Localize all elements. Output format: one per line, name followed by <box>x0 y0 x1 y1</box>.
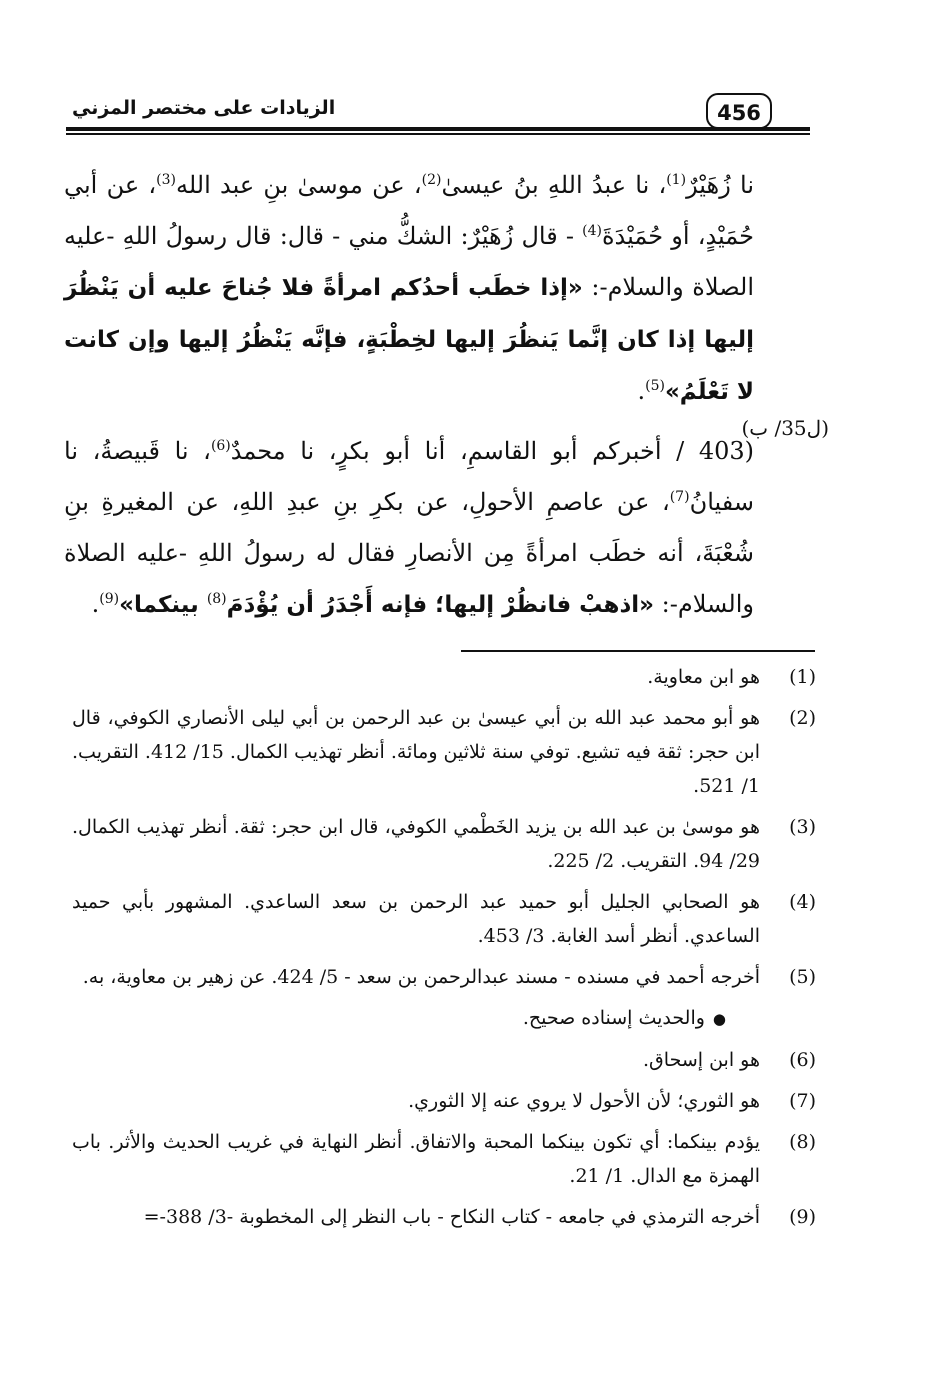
paragraph-1 <box>64 160 754 418</box>
footnote-number: (3) <box>789 816 816 838</box>
footnotes <box>72 660 816 1241</box>
footnote-number: (5) <box>789 966 816 988</box>
footnote-text: أخرجه أحمد في مسنده - مسند عبدالرحمن بن سعد - 5/ 424. عن زهير بن معاوية، به. <box>82 966 760 988</box>
footnote-ref[interactable]: (5) <box>645 378 665 394</box>
main-text <box>64 160 754 631</box>
hadith-quote: «إذا خطَب أحدُكم امرأةً فلا جُناحَ عليه أن يَنْظُرَ إليها إذا كان إنَّما يَنظُرَ إليها لخِطْبَةٍ، فإنَّه يَنْظُرُ إليها وإن كانت لا تَعْلَمُ» <box>64 275 754 405</box>
footnote-number: (1) <box>789 666 816 688</box>
text-run: ، عن أبي حُمَيْدٍ، أو حُمَيْدَةَ <box>64 171 754 250</box>
footnote-number: (8) <box>789 1131 816 1153</box>
footnote-item <box>72 810 816 878</box>
footnote-item <box>72 885 816 953</box>
folio-reference: (ل35/ ب) <box>741 416 829 440</box>
footnote-number: (2) <box>789 707 816 729</box>
footnote-text: هو ابن إسحاق. <box>643 1049 760 1071</box>
hadith-quote: بينكما» <box>119 592 207 618</box>
text-run: ، عن عاصمِ الأحولِ، عن بكرِ بنِ عبدِ اللهِ، عن المغيرةِ بنِ شُعْبَةَ، أنه خطَب امرأةً مِن الأنصارِ فقال له رسولُ اللهِ -عليه الصلاة والسلام-: <box>64 488 754 618</box>
footnote-item <box>72 1084 816 1118</box>
bullet-icon: ● <box>712 1010 726 1028</box>
footnote-item <box>72 701 816 803</box>
footnote-note <box>72 1001 816 1036</box>
footnote-ref[interactable]: (6) <box>210 438 231 454</box>
footnote-text: يؤدم بينكما: أي تكون بينكما المحبة والاتفاق. أنظر النهاية في غريب الحديث والأثر. باب الهمزة مع الدال. 1/ 21. <box>72 1131 760 1187</box>
footnote-ref[interactable]: (8) <box>206 591 227 607</box>
manuscript-folio-marker <box>741 416 829 440</box>
running-title: الزيادات على مختصر المزني <box>66 97 341 119</box>
footnote-text: هو الثوري؛ لأن الأحول لا يروي عنه إلا الثوري. <box>408 1090 760 1112</box>
text-run: ، نا عبدُ اللهِ بنُ عيسىٰ <box>441 171 667 199</box>
footnote-number: (4) <box>789 891 816 913</box>
text-run: أخبركم أبو القاسمِ، أنا أبو بكرٍ، نا محمدٌ <box>230 437 662 465</box>
footnote-number: (7) <box>789 1090 816 1112</box>
header-rule-thick <box>66 127 810 131</box>
footnote-text: أخرجه الترمذي في جامعه - كتاب النكاح - باب النظر إلى المخطوبة -3/ 388-= <box>143 1206 760 1228</box>
footnote-text: هو الصحابي الجليل أبو حميد عبد الرحمن بن سعد الساعدي. المشهور بأبي حميد الساعدي. أنظر أسد الغابة. 3/ 453. <box>72 891 760 947</box>
footnote-ref[interactable]: (7) <box>669 489 690 505</box>
text-run: ، نا قَبيصةُ، نا سفيانُ <box>64 437 754 516</box>
text-run: . <box>637 377 646 405</box>
footnote-text: هو موسىٰ بن عبد الله بن يزيد الخَطْمي الكوفي، قال ابن حجر: ثقة. أنظر تهذيب الكمال. 29/ 94. التقريب. 2/ 225. <box>72 816 760 872</box>
text-run: ، عن موسىٰ بنِ عبد الله <box>175 171 422 199</box>
footnote-item <box>72 1043 816 1077</box>
footnote-text: هو ابن معاوية. <box>647 666 760 688</box>
footnote-item <box>72 1125 816 1193</box>
footnote-ref[interactable]: (4) <box>582 223 602 239</box>
header-rule-thin <box>66 133 810 135</box>
page-header <box>66 93 810 135</box>
folio-slash: / <box>661 437 699 465</box>
footnote-text: والحديث إسناده صحيح. <box>522 1007 705 1029</box>
footnote-ref[interactable]: (1) <box>666 172 687 188</box>
footnote-text: هو أبو محمد عبد الله بن أبي عيسىٰ بن عبد الرحمن بن أبي ليلى الأنصاري الكوفي، قال ابن حجر: ثقة فيه تشيع. توفي سنة ثلاثين ومائة. أنظر تهذيب الكمال. 15/ 412. التقريب. 1/ 521. <box>72 707 760 797</box>
footnote-ref[interactable]: (3) <box>156 172 176 188</box>
footnote-item <box>72 960 816 994</box>
text-run: - قال زُهَيْرٌ: الشكُّ مني - قال: قال رسولُ اللهِ -عليه الصلاة والسلام-: <box>64 222 754 301</box>
footnote-number: (9) <box>789 1206 816 1228</box>
hadith-quote: «اذهبْ فانظُرْ إليها؛ فإنه أَجْدَرُ أن يُؤْدَمَ <box>226 592 655 618</box>
footnote-item <box>72 1200 816 1234</box>
hadith-number: 403) <box>698 437 755 465</box>
footnote-ref[interactable]: (2) <box>421 172 442 188</box>
footnote-number: (6) <box>789 1049 816 1071</box>
paragraph-2 <box>64 426 754 631</box>
page-number-badge: 456 <box>706 93 772 129</box>
footnote-item <box>72 660 816 694</box>
text-run: . <box>91 590 100 618</box>
footnote-separator <box>461 650 815 652</box>
text-run: نا زُهَيْرٌ <box>686 171 755 199</box>
footnote-ref[interactable]: (9) <box>99 591 120 607</box>
